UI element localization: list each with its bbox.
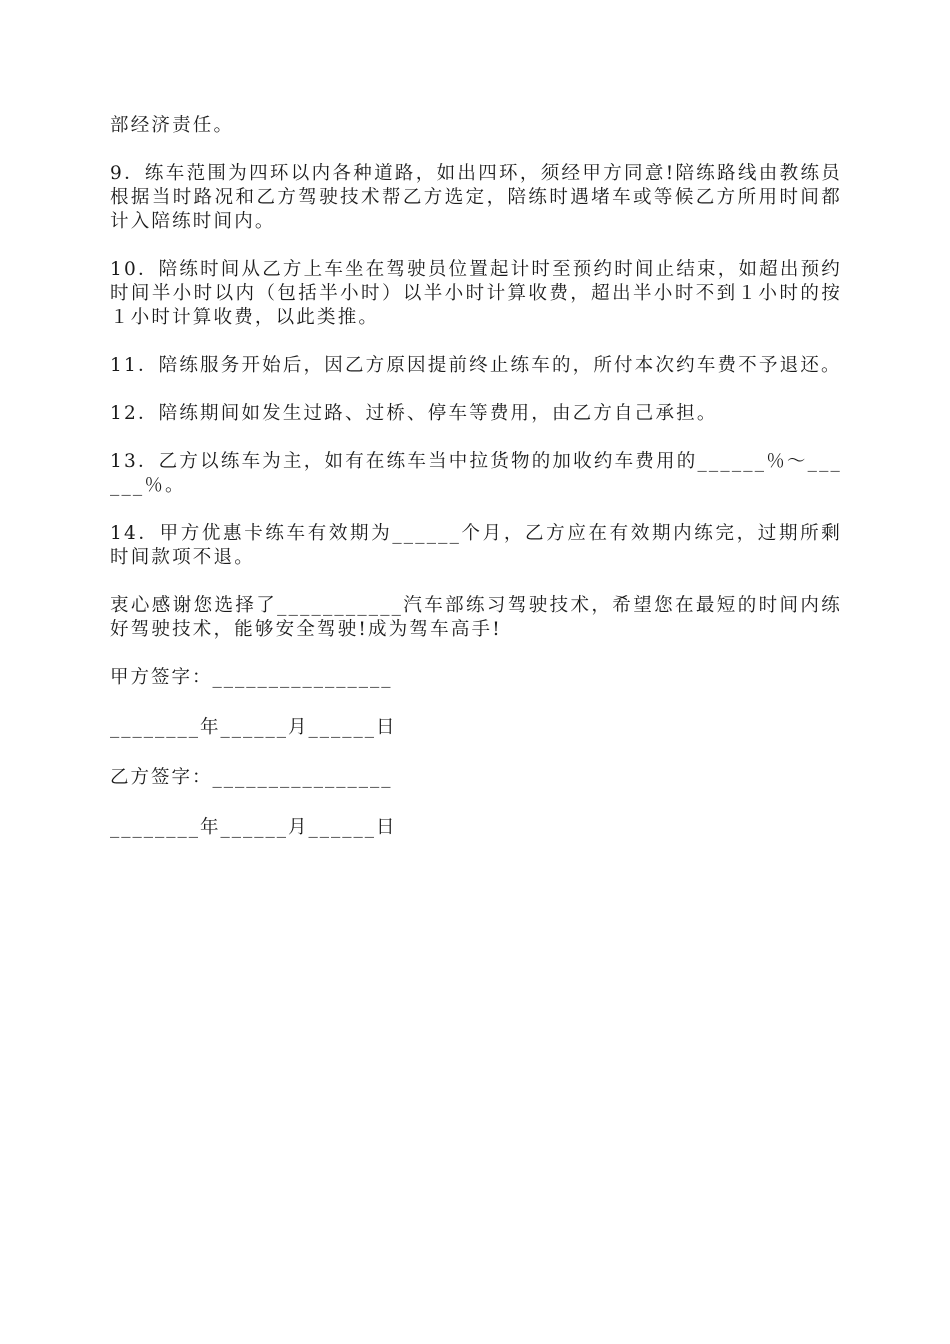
contract-body	[110, 114, 842, 866]
party-b-signature-line: 乙方签字：________________	[110, 767, 393, 788]
closing-thanks: 衷心感谢您选择了___________汽车部练习驾驶技术，希望您在最短的时间内练好驾驶技术，能够安全驾驶!成为驾车高手!	[110, 595, 842, 640]
party-b-date-line: ________年______月______日	[110, 817, 397, 838]
clause-12: 12．陪练期间如发生过路、过桥、停车等费用，由乙方自己承担。	[110, 403, 718, 424]
clause-9: 9．练车范围为四环以内各种道路，如出四环，须经甲方同意!陪练路线由教练员根据当时路况和乙方驾驶技术帮乙方选定，陪练时遇堵车或等候乙方所用时间都计入陪练时间内。	[110, 163, 842, 232]
paragraph-continuation: 部经济责任。	[110, 115, 235, 136]
clause-11: 11．陪练服务开始后，因乙方原因提前终止练车的，所付本次约车费不予退还。	[110, 355, 842, 376]
clause-13: 13．乙方以练车为主，如有在练车当中拉货物的加收约车费用的______％～______％。	[110, 451, 842, 496]
party-a-signature-line: 甲方签字：________________	[110, 667, 393, 688]
party-a-date-line: ________年______月______日	[110, 717, 397, 738]
clause-10: 10．陪练时间从乙方上车坐在驾驶员位置起计时至预约时间止结束，如超出预约时间半小时以内（包括半小时）以半小时计算收费，超出半小时不到１小时的按１小时计算收费，以此类推。	[110, 259, 842, 328]
clause-14: 14．甲方优惠卡练车有效期为______个月，乙方应在有效期内练完，过期所剩时间款项不退。	[110, 523, 842, 568]
